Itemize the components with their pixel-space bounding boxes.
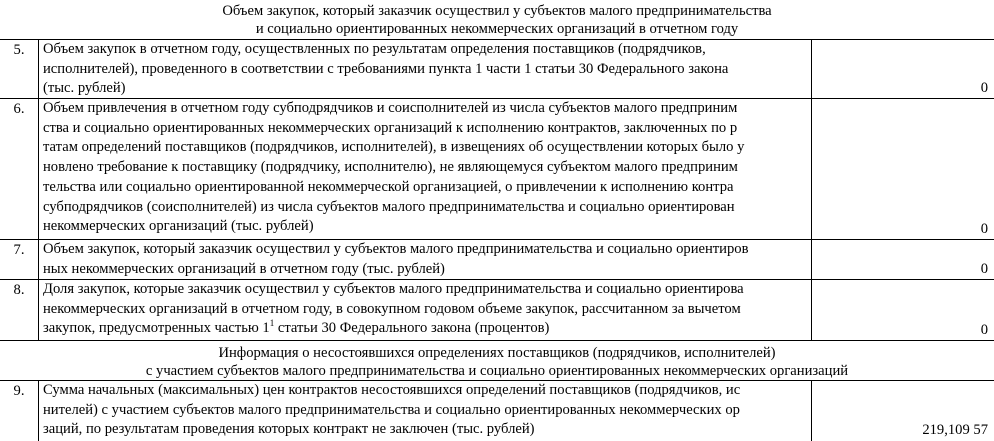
row-number: 5. — [13, 42, 25, 58]
row-text-line: некоммерческих организаций (тыс. рублей) — [43, 218, 314, 235]
row-text-fragment: закупок, предусмотренных частью 1 — [43, 320, 270, 337]
row-description — [43, 99, 810, 237]
row-text-line: Объем привлечения в отчетном году субподрядчиков и соисполнителей из числа субъектов малого предприним — [43, 100, 738, 116]
section1-heading-line2: и социально ориентированных некоммерческих организаций в отчетном году — [255, 21, 739, 37]
row-text-line: ных некоммерческих организаций в отчетном году (тыс. рублей) — [43, 260, 445, 277]
section1-heading-line1: Объем закупок, который заказчик осуществил у субъектов малого предпринимательства — [222, 3, 772, 19]
row-description — [43, 381, 810, 440]
row-text-line: субподрядчиков (соисполнителей) из числа субъектов малого предпринимательства и социально ориентирован — [43, 198, 735, 215]
column-divider — [811, 380, 812, 441]
superscript: 1 — [269, 318, 275, 329]
row-divider — [0, 340, 994, 341]
row-text-fragment: статьи 30 Федерального закона (процентов) — [274, 320, 550, 337]
row-number: 9. — [13, 383, 25, 399]
row-description — [43, 240, 810, 279]
row-text-line: Доля закупок, которые заказчик осуществил у субъектов малого предпринимательства и социально ориентирова — [43, 281, 744, 297]
row-text-line: Сумма начальных (максимальных) цен контрактов несостоявшихся определений поставщиков (подрядчиков, ис — [43, 382, 741, 398]
row-text-line: Объем закупок, который заказчик осуществил у субъектов малого предпринимательства и социально ориентиров — [43, 241, 749, 257]
row-value: 0 — [980, 261, 988, 277]
row-value: 0 — [980, 322, 988, 338]
row-text-line: заций, по результатам проведения которых контракт не заключен (тыс. рублей) — [43, 421, 535, 438]
row-text-line: некоммерческих организаций в отчетном году, в совокупном годовом объеме закупок, рассчитанном за вычетом — [43, 300, 741, 317]
column-divider — [38, 380, 39, 441]
row-value: 0 — [980, 221, 988, 237]
row-text-line: нителей) с участием субъектов малого предпринимательства и социально ориентированных некоммерческих ор — [43, 401, 740, 418]
row-text-line-with-superscript — [43, 319, 810, 339]
row-text-line: (тыс. рублей) — [43, 80, 126, 97]
row-description — [43, 40, 810, 99]
row-text-line: татам определений поставщиков (подрядчиков, исполнителей), в извещениях об осуществлении которых было у — [43, 139, 745, 156]
section2-heading-line1: Информация о несостоявшихся определениях поставщиков (подрядчиков, исполнителей) — [218, 345, 776, 361]
row-text-line: тельства или социально ориентированной некоммерческой организацией, о привлечении к исполнению контра — [43, 178, 734, 195]
row-text-line: Объем закупок в отчетном году, осуществленных по результатам определения поставщиков (подрядчиков, — [43, 41, 706, 57]
row-number: 6. — [13, 101, 25, 117]
column-divider — [38, 39, 39, 340]
row-number: 7. — [13, 242, 25, 258]
row-text-line: новлено требование к поставщику (подрядчику, исполнителю), не являющемуся субъектом малого предприним — [43, 159, 738, 176]
section2-heading-line2: с участием субъектов малого предпринимательства и социально ориентированных некоммерческих организаций — [145, 363, 849, 379]
row-value: 0 — [980, 80, 988, 96]
column-divider — [811, 39, 812, 340]
row-text-line: ства и социально ориентированных некоммерческих организаций к исполнению контрактов, заключенных по р — [43, 119, 738, 136]
row-text-line: исполнителей), проведенного в соответствии с требованиями пункта 1 части 1 статьи 30 Федерального закона — [43, 60, 729, 77]
row-description — [43, 280, 810, 339]
row-number: 8. — [13, 282, 25, 298]
row-value: 219,109 57 — [922, 422, 988, 438]
